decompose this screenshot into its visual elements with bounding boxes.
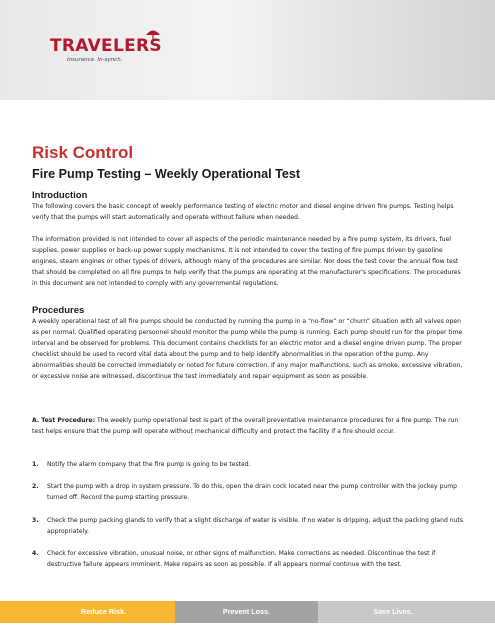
test-procedure-label: A. Test Procedure: bbox=[32, 417, 96, 424]
introduction-heading: Introduction bbox=[32, 190, 88, 201]
step-text: Notify the alarm company that the fire pump is going to be tested. bbox=[47, 461, 251, 468]
procedures-paragraph: A weekly operational test of all fire pumps should be conducted by running the pump in a “no-flow” or “churn” situation with all valves open as per normal. Qualified operating personnel should monitor the pump while the pump is running. Each pump should run for the proper time interval and be observed for problems. This document contains checklists for an electric motor and a diesel engine driven pump. The proper checklist should be used to record vital data about the pump and to help identify abnormalities in the operation of the pump. Any abnormalities should be corrected immediately or noted for future correction. If any major malfunctions, such as smoke, excessive vibration, or excessive noise are witnessed, discontinue the test immediately and repair equipment as soon as possible. bbox=[32, 318, 463, 380]
introduction-paragraph-2: The information provided is not intended to cover all aspects of the periodic maintenance needed by a fire pump system, its drivers, fuel supplies, power supplies or back-up power supply mechanisms. It is not intended to cover the testing of fire pumps driven by gasoline engines, steam engines or other types of drivers, although many of the procedures are similar. Nor does the test cover the annual flow test that should be completed on all fire pumps to help verify that the pumps are operating at the manufacturer's specifications. The procedures in this document are not intended to comply with any governmental regulations. bbox=[32, 236, 461, 287]
introduction-paragraph-1: The following covers the basic concept of weekly performance testing of electric motor and diesel engine driven fire pumps. Testing helps verify that the pumps will start automatically and operate without failure when needed. bbox=[32, 203, 454, 221]
logo-wordmark: TRAVELERS bbox=[50, 36, 162, 56]
umbrella-icon bbox=[145, 28, 161, 42]
footer-prevent-loss: Prevent Loss. bbox=[175, 601, 318, 623]
logo-tagline: Insurance. In-synch. bbox=[67, 57, 123, 63]
procedures-heading: Procedures bbox=[32, 305, 85, 316]
step-number: 2. bbox=[32, 483, 39, 490]
test-procedure-paragraph bbox=[32, 415, 468, 437]
footer-band bbox=[0, 601, 495, 623]
step-text: Start the pump with a drop in system pressure. To do this, open the drain cock located near the pump controller with the jockey pump turned off. Record the pump starting pressure. bbox=[47, 483, 458, 501]
footer-reduce-risk: Reduce Risk. bbox=[32, 601, 175, 623]
step-text: Check the pump packing glands to verify that a slight discharge of water is visible. If no water is dripping, adjust the packing gland nuts appropriately. bbox=[47, 517, 464, 535]
step-text: Check for excessive vibration, unusual noise, or other signs of malfunction. Make corrections as needed. Discontinue the test if destructive failure appears imminent. Make repairs as soon as possible. If all appears normal continue with the test. bbox=[47, 550, 436, 568]
footer-fill-right bbox=[468, 601, 495, 623]
step-number: 4. bbox=[32, 550, 39, 557]
footer-save-lives: Save Lives. bbox=[318, 601, 468, 623]
footer-fill-left bbox=[0, 601, 32, 623]
document-title: Fire Pump Testing – Weekly Operational Test bbox=[32, 167, 301, 181]
step-number: 3. bbox=[32, 517, 39, 524]
page-title: Risk Control bbox=[32, 143, 134, 162]
test-procedure-text: The weekly pump operational test is part of the overall preventative maintenance procedures for a fire pump. The run test helps ensure that the pump will operate without mechanical difficulty and protect the facility if a fire should occur. bbox=[32, 417, 459, 435]
step-number: 1. bbox=[32, 461, 39, 468]
